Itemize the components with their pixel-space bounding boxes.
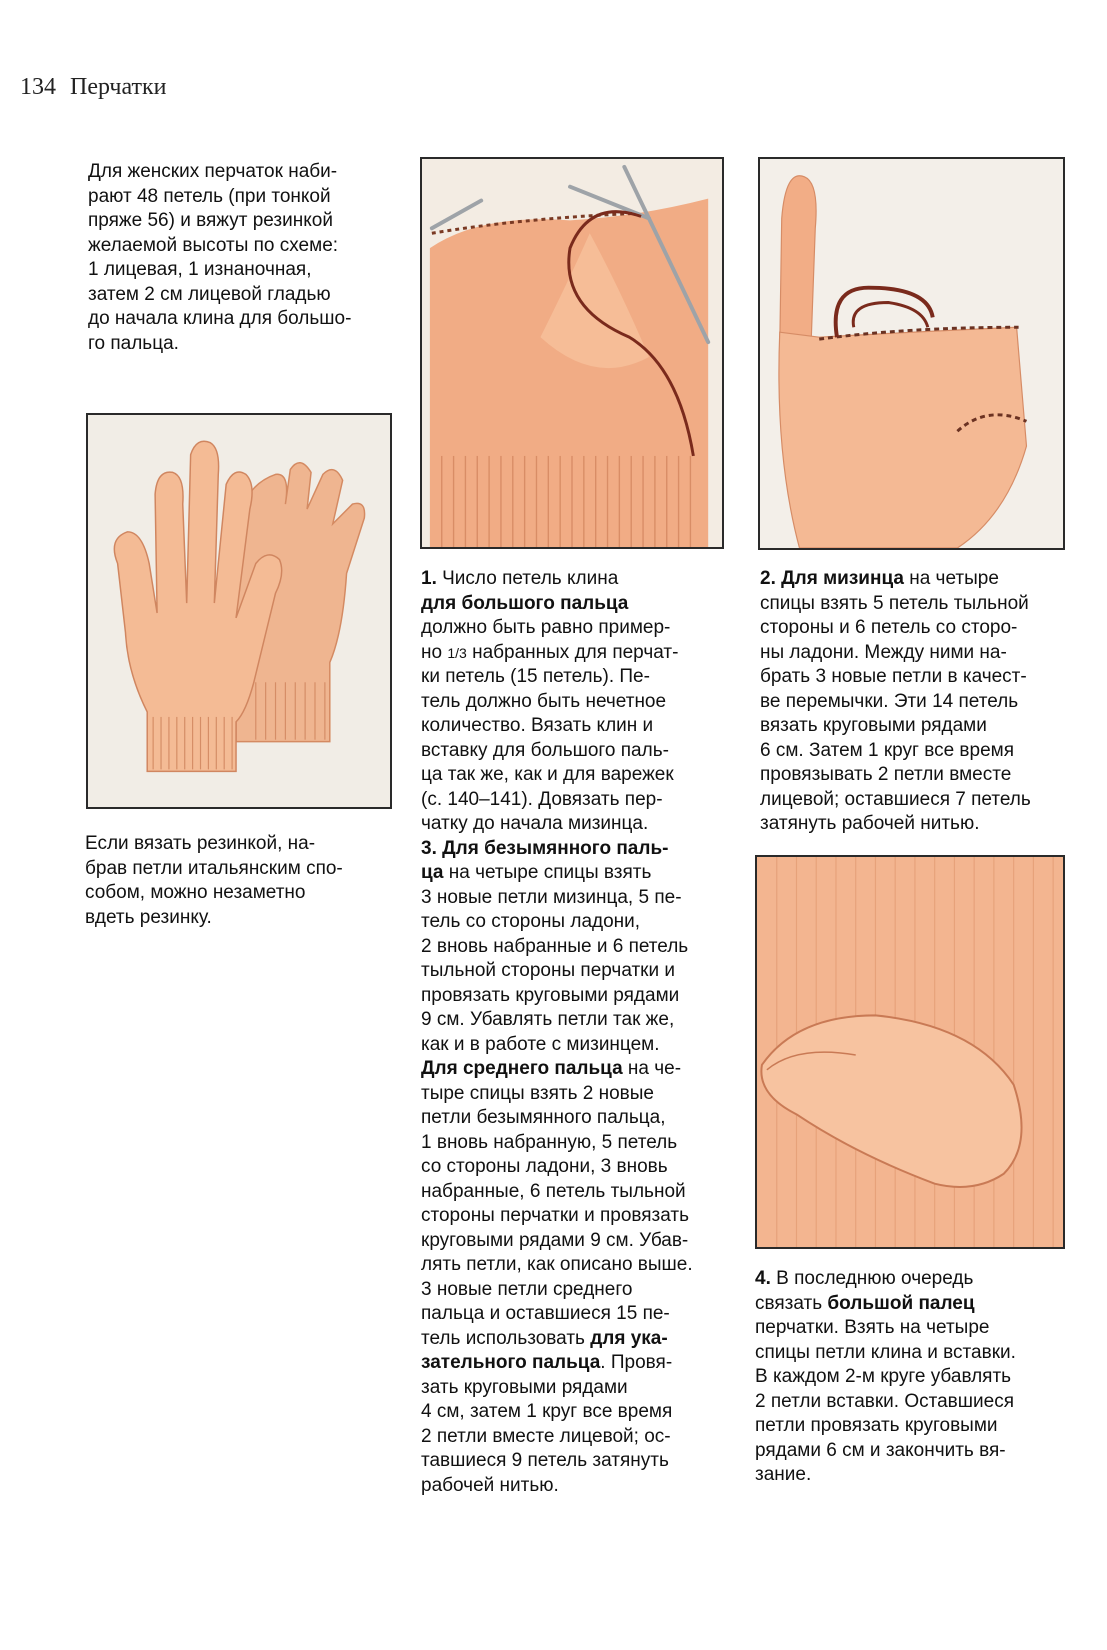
text-line: набранные, 6 петель тыльной [421,1180,686,1202]
text-line: провязывать 2 петли вместе [760,764,1012,785]
text-line: 6 см. Затем 1 круг все время [760,739,1015,761]
text-line: стороны перчатки и провязать [421,1205,690,1226]
page-number: 134 [20,74,56,100]
text-fragment: Число петель клина [442,568,619,589]
step1-and-step3-text [421,567,693,1498]
text-fragment: тель использовать [421,1327,591,1349]
bold-term: Для среднего пальца [421,1058,623,1079]
text-line: Для женских перчаток наби- [88,161,338,182]
text-line: спицы взять 5 петель тыльной [760,592,1029,614]
text-line: затем 2 см лицевой гладью [88,283,331,305]
text-line: (с. 140–141). Довязать пер- [421,788,663,810]
bold-term: Для мизинца [781,568,904,589]
step2-little-finger-photo [758,157,1065,550]
text-fragment: В последнюю очередь [770,1268,974,1289]
text-line: 2 петли вставки. Оставшиеся [755,1390,1014,1412]
step-number: 3. [421,837,437,859]
text-line: со стороны ладони, 3 вновь [421,1156,668,1177]
text-line: ки петель (15 петель). Пе- [421,666,650,687]
text-line: количество. Вязать клин и [421,715,654,736]
text-line: тыльной стороны перчатки и [421,960,675,981]
text-line: рают 48 петель (при тонкой [88,185,331,207]
step-number: 4. [755,1268,771,1289]
text-line: тавшиеся 9 петель затянуть [421,1450,669,1471]
text-line: должно быть равно пример- [421,617,671,638]
text-fragment: связать [755,1292,828,1314]
text-line [421,592,693,617]
step4-text [755,1267,1016,1488]
text-fragment: . Провя- [600,1352,673,1373]
text-line: стороны и 6 петель со сторо- [760,617,1018,638]
text-line: круговыми рядами 9 см. Убав- [421,1229,689,1251]
text-line: брать 3 новые петли в качест- [760,666,1027,687]
bold-term: большой палец [827,1292,975,1314]
intro-paragraph [88,160,351,356]
text-line: петли провязать круговыми [755,1415,998,1436]
text-line: В каждом 2-м круге убавлять [755,1366,1012,1387]
text-line: го пальца. [88,332,179,354]
text-fragment: на четыре спицы взять [443,862,652,883]
step1-thumb-gusset-photo [420,157,724,549]
bold-term: зательного пальца [421,1352,601,1373]
text-line [755,1292,1016,1317]
text-line: вставку для большого паль- [421,739,669,761]
text-line: 1 лицевая, 1 изнаночная, [88,259,312,280]
text-line: собом, можно незаметно [85,882,306,903]
gloves-caption [85,832,343,930]
text-line: 1 вновь набранную, 5 петель [421,1131,678,1153]
running-header [20,74,166,101]
text-fragment: на че- [622,1058,682,1079]
text-line: ны ладони. Между ними на- [760,641,1007,663]
text-line: тель со стороны ладони, [421,911,641,932]
text-line [421,1351,693,1376]
text-line: зание. [755,1464,812,1485]
text-line [421,1327,693,1352]
fraction: 1/3 [447,644,467,661]
little-finger-illustration [760,159,1063,548]
text-line: тель должно быть нечетное [421,690,667,712]
text-line: желаемой высоты по схеме: [88,234,339,256]
finished-gloves-photo [86,413,392,809]
text-line: 2 вновь набранные и 6 петель [421,935,689,957]
text-line: лицевой; оставшиеся 7 петель [760,788,1031,810]
text-line [421,1057,693,1082]
text-line: зать круговыми рядами [421,1376,628,1398]
text-line: затянуть рабочей нитью. [760,813,980,834]
text-line [421,861,693,886]
text-line: Если вязать резинкой, на- [85,833,316,854]
text-line: вдеть резинку. [85,906,212,928]
text-fragment: но [421,641,448,663]
text-line: чатку до начала мизинца. [421,813,649,834]
bold-term: для ука- [590,1327,668,1349]
gloves-illustration [88,415,390,807]
bold-term: Для безымянного паль- [442,837,669,859]
text-line [421,837,693,862]
text-line: 3 новые петли среднего [421,1278,633,1300]
text-fragment: на четыре [903,568,999,589]
text-line: петли безымянного пальца, [421,1107,666,1128]
text-line: рядами 6 см и закончить вя- [755,1439,1006,1461]
text-line: пальца и оставшиеся 15 пе- [421,1303,670,1324]
text-line: брав петли итальянским спо- [85,857,343,879]
text-line [755,1267,1016,1292]
text-line: 9 см. Убавлять петли так же, [421,1009,675,1030]
text-line: вязать круговыми рядами [760,715,987,736]
bold-term: для большого пальца [421,592,629,614]
text-line [421,641,693,666]
text-line: ве перемычки. Эти 14 петель [760,690,1019,712]
text-line: до начала клина для большо- [88,308,352,329]
step2-text [760,567,1031,837]
text-fragment: набранных для перчат- [466,641,679,663]
text-line: спицы петли клина и вставки. [755,1341,1016,1363]
knitting-on-needles-illustration [422,159,722,547]
text-line: тыре спицы взять 2 новые [421,1082,654,1104]
bold-term: ца [421,862,444,883]
step4-thumb-photo [755,855,1065,1249]
section-title: Перчатки [70,74,167,100]
text-line: провязать круговыми рядами [421,984,680,1006]
text-line: 3 новые петли мизинца, 5 пе- [421,886,682,908]
step-number: 1. [421,568,437,589]
step-number: 2. [760,568,776,589]
text-line: лять петли, как описано выше. [421,1254,693,1275]
text-line: рабочей нитью. [421,1474,559,1496]
text-line: перчатки. Взять на четыре [755,1317,990,1338]
text-line: как и в работе с мизинцем. [421,1033,660,1055]
text-line: 4 см, затем 1 круг все время [421,1401,673,1422]
text-line: пряже 56) и вяжут резинкой [88,210,333,231]
text-line: ца так же, как и для варежек [421,764,674,785]
thumb-illustration [757,857,1063,1247]
text-line [760,567,1031,592]
text-line: 2 петли вместе лицевой; ос- [421,1425,671,1447]
text-line [421,567,693,592]
